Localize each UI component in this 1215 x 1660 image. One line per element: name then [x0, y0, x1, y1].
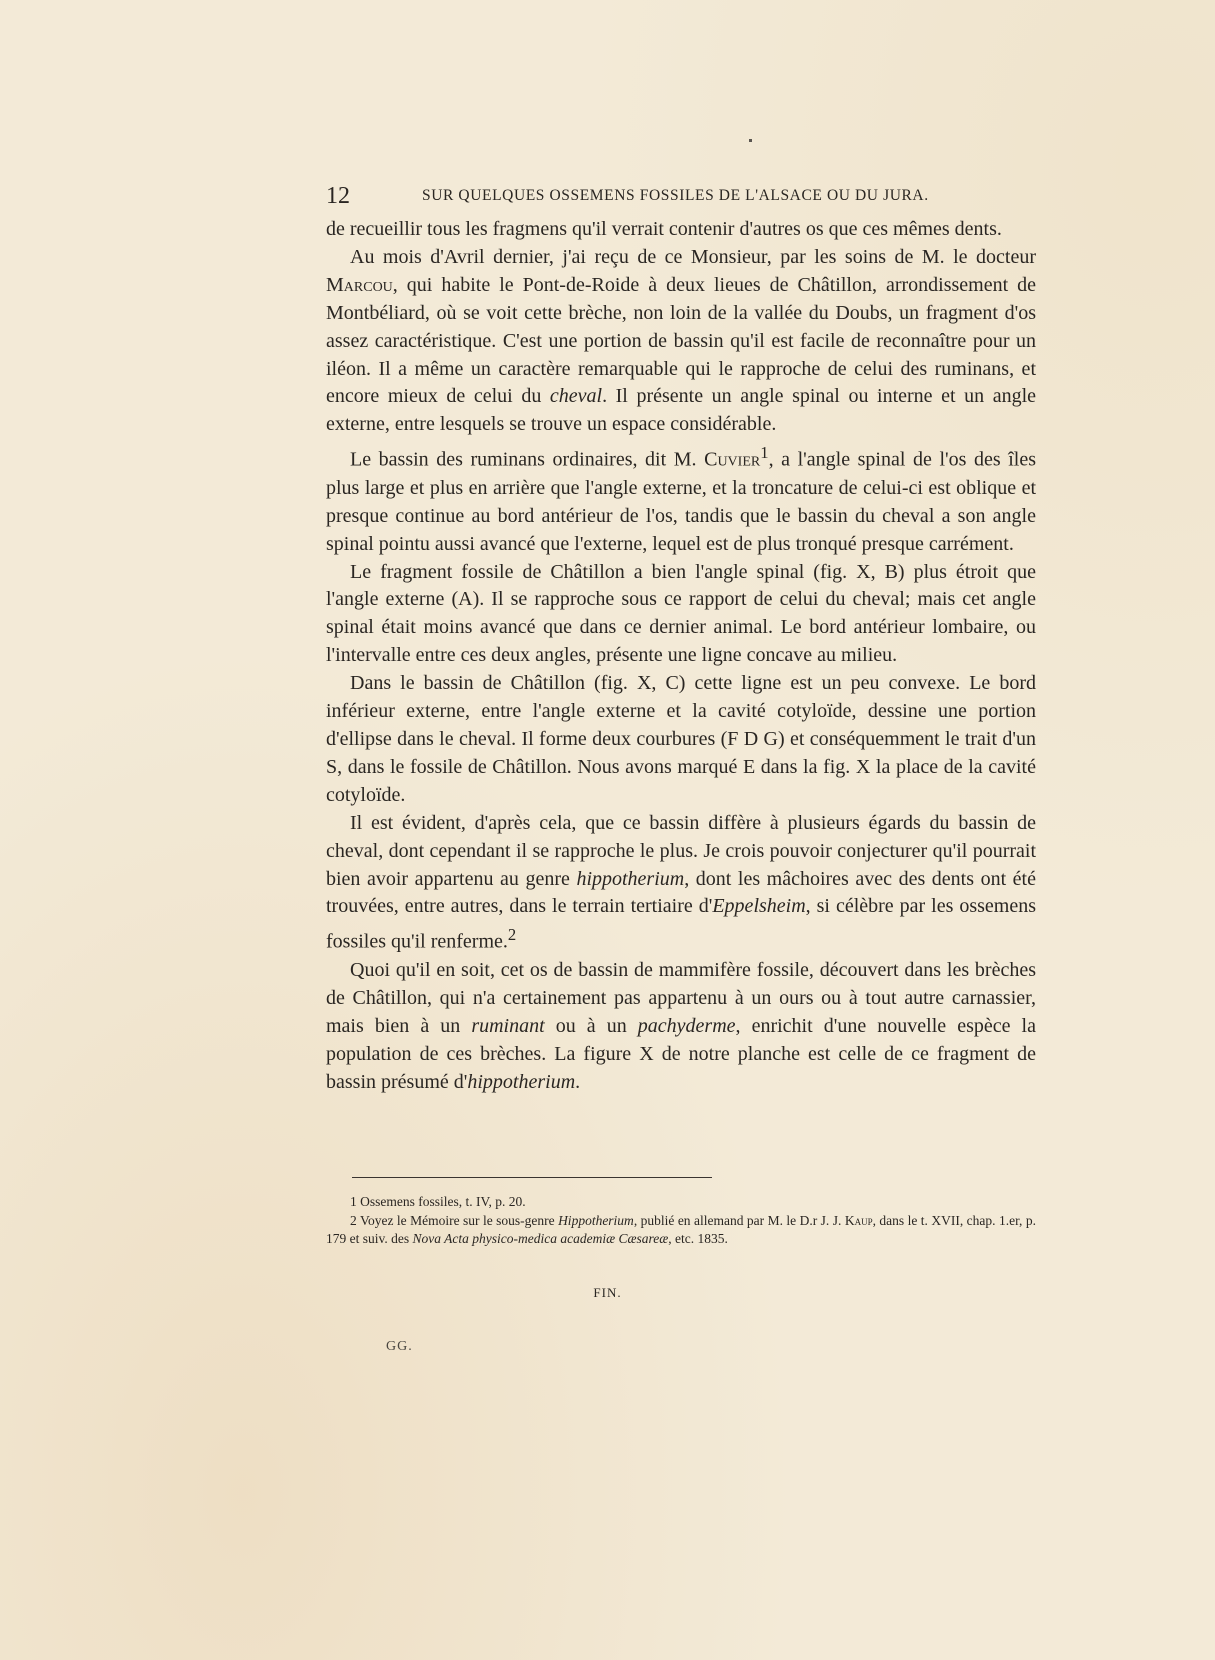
paragraph-2: Au mois d'Avril dernier, j'ai reçu de ce Monsieur, par les soins de M. le docteur Marcou, qui habite le Pont-de-Roide à deux lieues de Châtillon, arrondissement de Montbéliard, où se voit cette brèche, non loin de la vallée du Doubs, un fragment d'os assez caractéristique. C'est une portion de bassin qu'il est facile de reconnaître pour un iléon. Il a même un caractère remarquable qui le rapproche de celui des ruminans, et encore mieux de celui du cheval. Il présente un angle spinal ou interne et un angle externe, entre lesquels se trouve un espace considérable.	[326, 245, 1037, 436]
paragraph-3: Le bassin des ruminans ordinaires, dit M. Cuvier$^1$, a l'angle spinal de l'os des îles plus large et plus en arrière que l'angle externe, et la troncature de celui-ci est oblique et presque continue au bord antérieur de l'os, tandis que le bassin du cheval a son angle spinal pointu aussi avancé que l'externe, lequel est de plus tronqué presque carrément.	[326, 443, 1036, 555]
page-number: 12	[326, 183, 350, 209]
paragraph-7: Quoi qu'il en soit, cet os de bassin de mammifère fossile, découvert dans les brèches de Châtillon, qui n'a certainement pas appartenu à un ours ou à tout autre carnassier, mais bien à un ruminant ou à un pachyderme, enrichit d'une nouvelle espèce la population de ces brèches. La figure X de notre planche est celle de ce fragment de bassin présumé d'hippotherium.	[326, 958, 1036, 1093]
paragraph-4: Le fragment fossile de Châtillon a bien l'angle spinal (fig. X, B) plus étroit que l'angle externe (A). Il se rapproche sous ce rapport de celui du cheval; mais cet angle spinal était moins avancé que dans ce dernier animal. Le bord antérieur lombaire, ou l'intervalle entre ces deux angles, présente une ligne concave au milieu.	[326, 560, 1036, 667]
author-name-cuvier: Cuvier	[704, 448, 761, 471]
author-name-marcou: Marcou	[326, 273, 393, 296]
paragraph-5: Dans le bassin de Châtillon (fig. X, C) cette ligne est un peu convexe. Le bord inférieur externe, entre l'angle externe et la cavité cotyloïde, dessine une portion d'ellipse dans le cheval. Il forme deux courbures (F D G) et conséquemment le trait d'un S, dans le fossile de Châtillon. Nous avons marqué E dans la fig. X la place de la cavité cotyloïde.	[326, 672, 1036, 806]
running-title: SUR QUELQUES OSSEMENS FOSSILES DE L'ALSACE OU DU JURA.	[422, 187, 929, 204]
signature-mark: GG.	[386, 1339, 413, 1354]
footnote-ref-1: 1	[760, 443, 769, 463]
footnote-2: 2 Voyez le Mémoire sur le sous-genre Hippotherium, publié en allemand par M. le D.r J. J. Kaup, dans le t. XVII, chap. 1.er, p. 179 et suiv. des Nova Acta physico-medica academiæ Cæsareæ, etc. 1835.	[326, 1212, 1036, 1246]
end-marker: FIN.	[593, 1285, 622, 1300]
footnotes	[326, 1193, 1036, 1249]
footnote-1: 1 Ossemens fossiles, t. IV, p. 20.	[350, 1194, 526, 1209]
paragraph-6: Il est évident, d'après cela, que ce bassin diffère à plusieurs égards du bassin de cheval, dont cependant il se rapproche le plus. Je crois pouvoir conjecturer qu'il pourrait bien avoir appartenu au genre hippotherium, dont les mâchoires avec des dents ont été trouvées, entre autres, dans le terrain tertiaire d'Eppelsheim, si célèbre par les ossemens fossiles qu'il renferme.$^2$	[326, 811, 1036, 953]
paragraph-1: de recueillir tous les fragmens qu'il verrait contenir d'autres os que ces mêmes dents.	[326, 218, 1002, 240]
page-header	[326, 183, 1036, 213]
body-text	[326, 216, 1036, 1096]
footnote-divider	[352, 1177, 712, 1178]
print-mark	[749, 139, 752, 142]
footnote-ref-2: 2	[507, 925, 517, 945]
